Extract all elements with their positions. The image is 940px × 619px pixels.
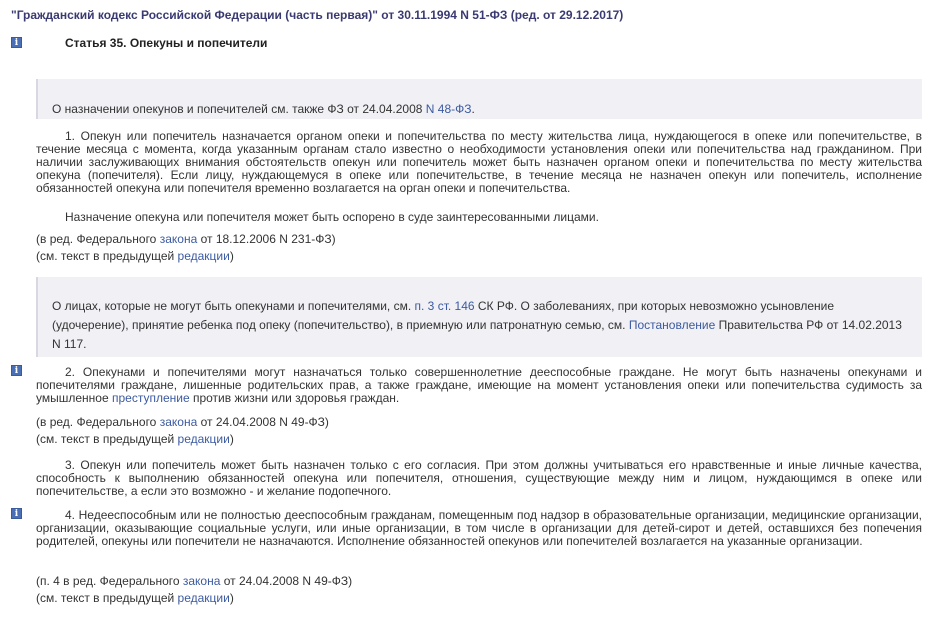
edition-text: ) [229, 591, 234, 605]
paragraph-3 [36, 459, 922, 498]
law-link[interactable]: закона [159, 415, 198, 429]
info-icon[interactable]: i [11, 365, 22, 376]
note-text: Правительства РФ от 14.02.2013 N 117. [52, 318, 902, 351]
note-block-2 [36, 277, 922, 357]
edition-text: (см. текст в предыдущей [36, 249, 178, 263]
paragraph-text: против жизни или здоровья граждан. [189, 391, 400, 405]
document-title-quoted[interactable]: "Гражданский кодекс Российской Федерации (часть первая)" [11, 8, 378, 22]
edition-text: (п. 4 в ред. Федерального [36, 574, 183, 588]
law-link[interactable]: закона [159, 232, 198, 246]
edition-note-3 [36, 573, 352, 590]
paragraph-2 [36, 366, 922, 405]
paragraph-text: Назначение опекуна или попечителя может быть оспорено в суде заинтересованными лицами. [65, 210, 599, 224]
edition-text: (в ред. Федерального [36, 232, 160, 246]
edition-text: от 24.04.2008 N 49-ФЗ) [220, 574, 353, 588]
paragraph-1-continuation [36, 211, 922, 224]
edition-text: от 18.12.2006 N 231-ФЗ) [197, 232, 336, 246]
paragraph-text: 3. Опекун или попечитель может быть назначен только с его согласия. При этом должны учитываться его нравственные и иные личные качества, способность к выполнению обязанностей опекуна или попечителя, отношения, существующие между ним и лицом, нуждающимся в опеке или попечительстве, а если это возможно - и желание подопечного. [36, 458, 922, 498]
edition-text: ) [229, 249, 234, 263]
previous-text-note-3 [36, 590, 234, 607]
paragraph-text: 2. Опекунами и попечителями могут назначаться только совершеннолетние дееспособные граждане. Не могут быть назначены опекунами и попечителями граждане, лишенные родительских прав, а также граждане, имеющие на момент установления опеки или попечительства судимость за умышленное [36, 365, 922, 405]
paragraph-1 [36, 130, 922, 195]
resolution-link[interactable]: Постановление [628, 318, 716, 332]
note-text: О назначении опекунов и попечителей см. также ФЗ от 24.04.2008 [52, 102, 426, 116]
article-link[interactable]: п. 3 ст. 146 [414, 299, 475, 313]
document-title-rest: от 30.11.1994 N 51-ФЗ (ред. от 29.12.2017) [377, 8, 624, 22]
paragraph-text: 1. Опекун или попечитель назначается органом опеки и попечительства по месту жительства лица, нуждающегося в опеке или попечительстве, в течение месяца с момента, когда указанным органам стало известно о необходимости установления опеки или попечительства над гражданином. При наличии заслуживающих внимания обстоятельств опекун или попечитель может быть назначен органом опеки и попечительства по месту жительства опекуна (попечителя). Если лицу, нуждающемуся в опеке или попечительстве, в течение месяца не назначен опекун или попечитель, исполнение обязанностей опекуна или попечителя временно возлагается на орган опеки и попечительства. [36, 129, 922, 195]
edition-text: ) [229, 432, 234, 446]
note-text: СК РФ. О заболеваниях, при которых невозможно усыновление (удочерение), принятие ребенка под опеку (попечительство), в приемную или патронатную семью, см. [52, 299, 835, 332]
previous-text-note-1 [36, 248, 234, 265]
previous-text-note-2 [36, 431, 234, 448]
edition-text: от 24.04.2008 N 49-ФЗ) [197, 415, 329, 429]
edition-link[interactable]: редакции [177, 249, 230, 263]
info-icon[interactable]: i [11, 37, 22, 48]
edition-note-1 [36, 231, 336, 248]
info-icon[interactable]: i [11, 508, 22, 519]
edition-text: (см. текст в предыдущей [36, 432, 178, 446]
edition-link[interactable]: редакции [177, 432, 230, 446]
edition-text: (см. текст в предыдущей [36, 591, 178, 605]
paragraph-4 [36, 509, 922, 548]
edition-text: (в ред. Федерального [36, 415, 160, 429]
paragraph-text: 4. Недееспособным или не полностью дееспособным гражданам, помещенным под надзор в образовательные организации, медицинские организации, организации, оказывающие социальные услуги, или иные организации, в том числе в организации для детей-сирот и детей, оставшихся без попечения родителей, опекуны или попечители не назначаются. Исполнение обязанностей опекунов или попечителей возлагается на указанные организации. [36, 508, 922, 548]
edition-link[interactable]: редакции [177, 591, 230, 605]
note-text: О лицах, которые не могут быть опекунами и попечителями, см. [52, 299, 415, 313]
note-block-1 [36, 79, 922, 119]
law-link[interactable]: N 48-ФЗ [425, 102, 472, 116]
document-title[interactable] [11, 8, 623, 22]
article-title: Статья 35. Опекуны и попечители [65, 36, 268, 50]
edition-note-2 [36, 414, 329, 431]
law-link[interactable]: закона [182, 574, 221, 588]
crime-link[interactable]: преступление [111, 391, 190, 405]
note-tail: . [471, 102, 475, 116]
